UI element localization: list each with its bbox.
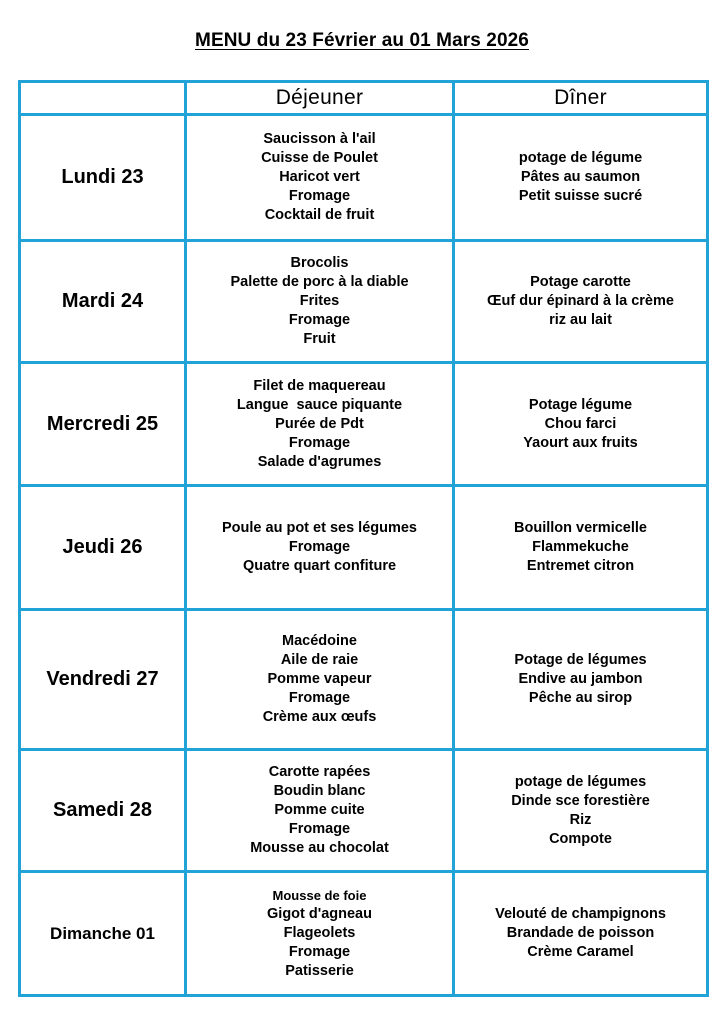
day-row-lundi — [20, 115, 708, 241]
lunch-item: Flageolets — [283, 925, 356, 941]
lunch-item: Aile de raie — [280, 652, 359, 668]
day-row-vendredi — [20, 610, 708, 750]
lunch-item: Pomme cuite — [274, 802, 365, 818]
lunch-cell — [186, 115, 454, 241]
dinner-item: Petit suisse sucré — [518, 188, 643, 204]
lunch-item: Patisserie — [285, 963, 354, 979]
day-row-jeudi — [20, 486, 708, 610]
dinner-item: Riz — [569, 811, 592, 828]
dinner-item: Pâtes au saumon — [520, 169, 641, 185]
lunch-item: Fromage — [288, 944, 351, 960]
lunch-item: Carotte rapées — [268, 764, 371, 780]
lunch-item: Fromage — [288, 821, 351, 837]
header-row — [20, 82, 708, 115]
lunch-cell — [186, 486, 454, 610]
lunch-item: Gigot d'agneau — [267, 906, 372, 922]
lunch-item: Filet de maquereau — [253, 377, 386, 394]
dinner-item: Potage de légumes — [514, 652, 647, 668]
lunch-item: Fruit — [303, 331, 336, 347]
lunch-item: Boudin blanc — [273, 783, 366, 799]
dinner-item: Entremet citron — [526, 558, 635, 574]
dinner-item: Brandade de poisson — [506, 925, 655, 941]
page-title: MENU du 23 Février au 01 Mars 2026 — [195, 30, 529, 51]
dinner-item: potage de légume — [518, 150, 643, 166]
day-name: Mardi 24 — [20, 241, 186, 363]
lunch-item: Salade d'agrumes — [257, 453, 382, 470]
day-row-dimanche — [20, 872, 708, 996]
lunch-item: Saucisson à l'ail — [263, 131, 376, 147]
dinner-item: Bouillon vermicelle — [514, 520, 647, 536]
lunch-item: Crème aux œufs — [262, 709, 377, 725]
lunch-item: Fromage — [288, 539, 351, 555]
dinner-item: riz au lait — [549, 312, 612, 328]
dinner-item: Yaourt aux fruits — [523, 434, 638, 451]
day-name: Vendredi 27 — [20, 610, 186, 750]
lunch-item: Mousse de foie — [272, 888, 367, 903]
header-day — [20, 82, 186, 115]
lunch-item: Purée de Pdt — [275, 415, 364, 432]
day-row-mercredi — [20, 363, 708, 486]
lunch-cell — [186, 610, 454, 750]
lunch-item: Cuisse de Poulet — [261, 150, 378, 166]
lunch-cell — [186, 363, 454, 486]
dinner-item: Crème Caramel — [527, 944, 634, 960]
lunch-item: Quatre quart confiture — [242, 558, 397, 574]
dinner-cell — [454, 241, 708, 363]
lunch-item: Fromage — [288, 188, 351, 204]
lunch-item: Langue sauce piquante — [236, 396, 403, 413]
day-name: Mercredi 25 — [20, 363, 186, 486]
dinner-item: Endive au jambon — [518, 671, 643, 687]
menu-table — [18, 80, 709, 997]
header-dinner: Dîner — [454, 82, 708, 115]
lunch-item: Fromage — [288, 690, 351, 706]
lunch-item: Pomme vapeur — [267, 671, 372, 687]
lunch-item: Poule au pot et ses légumes — [222, 520, 417, 536]
dinner-item: Flammekuche — [532, 539, 629, 555]
dinner-cell — [454, 750, 708, 872]
header-lunch: Déjeuner — [186, 82, 454, 115]
lunch-item: Cocktail de fruit — [264, 207, 375, 223]
lunch-item: Fromage — [288, 434, 351, 451]
dinner-item: Chou farci — [544, 415, 617, 432]
day-name: Dimanche 01 — [20, 872, 186, 996]
lunch-item: Haricot vert — [279, 169, 360, 185]
dinner-item: Potage carotte — [530, 274, 631, 290]
lunch-cell — [186, 241, 454, 363]
dinner-cell — [454, 363, 708, 486]
dinner-item: Velouté de champignons — [495, 906, 666, 922]
lunch-item: Brocolis — [290, 255, 349, 271]
dinner-item: Potage légume — [528, 396, 633, 413]
lunch-cell — [186, 872, 454, 996]
day-row-samedi — [20, 750, 708, 872]
day-name: Samedi 28 — [20, 750, 186, 872]
dinner-cell — [454, 115, 708, 241]
dinner-item: Pêche au sirop — [528, 690, 633, 706]
lunch-item: Mousse au chocolat — [250, 840, 389, 856]
day-row-mardi — [20, 241, 708, 363]
lunch-item: Frites — [299, 293, 340, 309]
lunch-cell — [186, 750, 454, 872]
day-name: Jeudi 26 — [20, 486, 186, 610]
dinner-cell — [454, 486, 708, 610]
lunch-item: Fromage — [288, 312, 351, 328]
dinner-item: Dinde sce forestière — [511, 792, 650, 809]
dinner-item: Œuf dur épinard à la crème — [487, 293, 674, 309]
lunch-item: Macédoine — [282, 633, 357, 649]
dinner-item: Compote — [549, 830, 612, 847]
dinner-item: potage de légumes — [514, 773, 647, 790]
dinner-cell — [454, 872, 708, 996]
lunch-item: Palette de porc à la diable — [230, 274, 409, 290]
dinner-cell — [454, 610, 708, 750]
day-name: Lundi 23 — [20, 115, 186, 241]
